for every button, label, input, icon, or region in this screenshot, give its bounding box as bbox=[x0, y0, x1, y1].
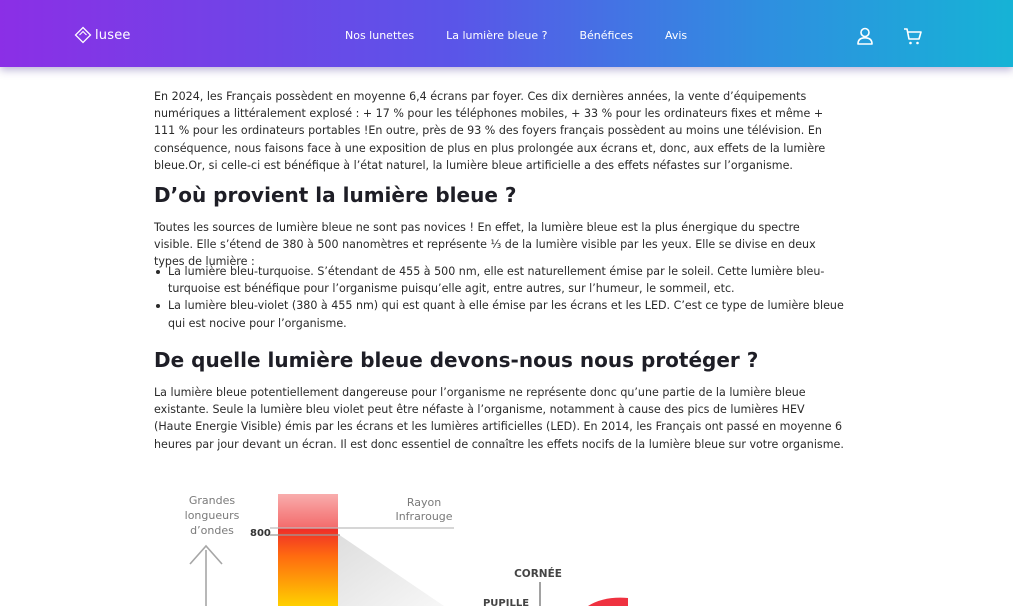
label-long-2: longueurs bbox=[184, 509, 240, 522]
label-long-1: Grandes bbox=[188, 494, 236, 507]
list-item: La lumière bleu-violet (380 à 455 nm) qui est quant à elle émise par les écrans et les LED. C’est ce type de lumière bleue qui est nocive pour l’organisme. bbox=[154, 297, 844, 331]
light-types-list bbox=[154, 263, 844, 332]
infrared-band bbox=[278, 494, 338, 528]
heading-origin: D’où provient la lumière bleue ? bbox=[154, 183, 517, 207]
cart-icon[interactable] bbox=[903, 26, 923, 46]
light-beam-shape bbox=[338, 534, 444, 606]
site-header bbox=[0, 0, 1013, 67]
brand-logo[interactable] bbox=[74, 26, 131, 44]
heading-protection: De quelle lumière bleue devons-nous nous protéger ? bbox=[154, 348, 759, 372]
label-800: 800 bbox=[250, 528, 271, 539]
nav-item-benefices[interactable]: Bénéfices bbox=[579, 29, 633, 42]
nav-item-lumiere-bleue[interactable]: La lumière bleue ? bbox=[446, 29, 548, 42]
protection-paragraph: La lumière bleue potentiellement dangereuse pour l’organisme ne représente donc qu’une partie de la lumière bleue existante. Seule la lumière bleu violet peut être néfaste à l’organisme, notamment à cause des pics de lumières HEV (Haute Energie Visible) émis par les écrans et les lumières artificielles (LED). En 2014, les Français ont passé en moyenne 6 heures par jour devant un écran. Il est donc essentiel de connaître les effets nocifs de la lumière bleue sur votre organisme. bbox=[154, 386, 844, 451]
list-item: La lumière bleu-turquoise. S’étendant de 455 à 500 nm, elle est naturellement émise par le soleil. Cette lumière bleu-turquoise est bénéfique pour l’organisme puisqu’elle agit, entre autres, sur l’humeur, le sommeil, etc. bbox=[154, 263, 844, 297]
nav-item-lunettes[interactable]: Nos lunettes bbox=[345, 29, 415, 42]
origin-paragraph: Toutes les sources de lumière bleue ne sont pas novices ! En effet, la lumière bleue est la plus énergique du spectre visible. Elle s’étend de 380 à 500 nanomètres et représente ⅓ de la lumière visible par les yeux. Elle se divise en deux types de lumière : bbox=[154, 221, 816, 269]
logo-diamond-icon bbox=[74, 26, 92, 44]
label-cornee: CORNÉE bbox=[514, 568, 562, 580]
brand-name: lusee bbox=[95, 27, 131, 43]
account-icon[interactable] bbox=[855, 26, 875, 46]
label-infrared-1: Rayon bbox=[406, 496, 442, 509]
intro-paragraph: En 2024, les Français possèdent en moyenne 6,4 écrans par foyer. Ces dix dernières années, la vente d’équipements numériques a littéralement explosé : + 17 % pour les téléphones mobiles, + 33 % pour les ordinateurs fixes et même + 111 % pour les ordinateurs portables !En outre, près de 93 % des foyers français possèdent au moins une télévision. En conséquence, nous faisons face à une exposition de plus en plus prolongée aux écrans et, donc, aux effets de la lumière bleue.Or, si celle-ci est bénéfique à l’état naturel, la lumière bleue artificielle a des effets néfastes sur l’organisme. bbox=[154, 90, 826, 172]
main-nav bbox=[345, 29, 719, 42]
label-pupille: PUPILLE bbox=[482, 598, 530, 606]
nav-item-avis[interactable]: Avis bbox=[664, 29, 688, 42]
light-spectrum-diagram bbox=[154, 478, 764, 606]
label-infrared-2: Infrarouge bbox=[395, 510, 453, 523]
label-long-3: d’ondes bbox=[190, 524, 234, 537]
eye-edge-shape bbox=[588, 598, 628, 606]
